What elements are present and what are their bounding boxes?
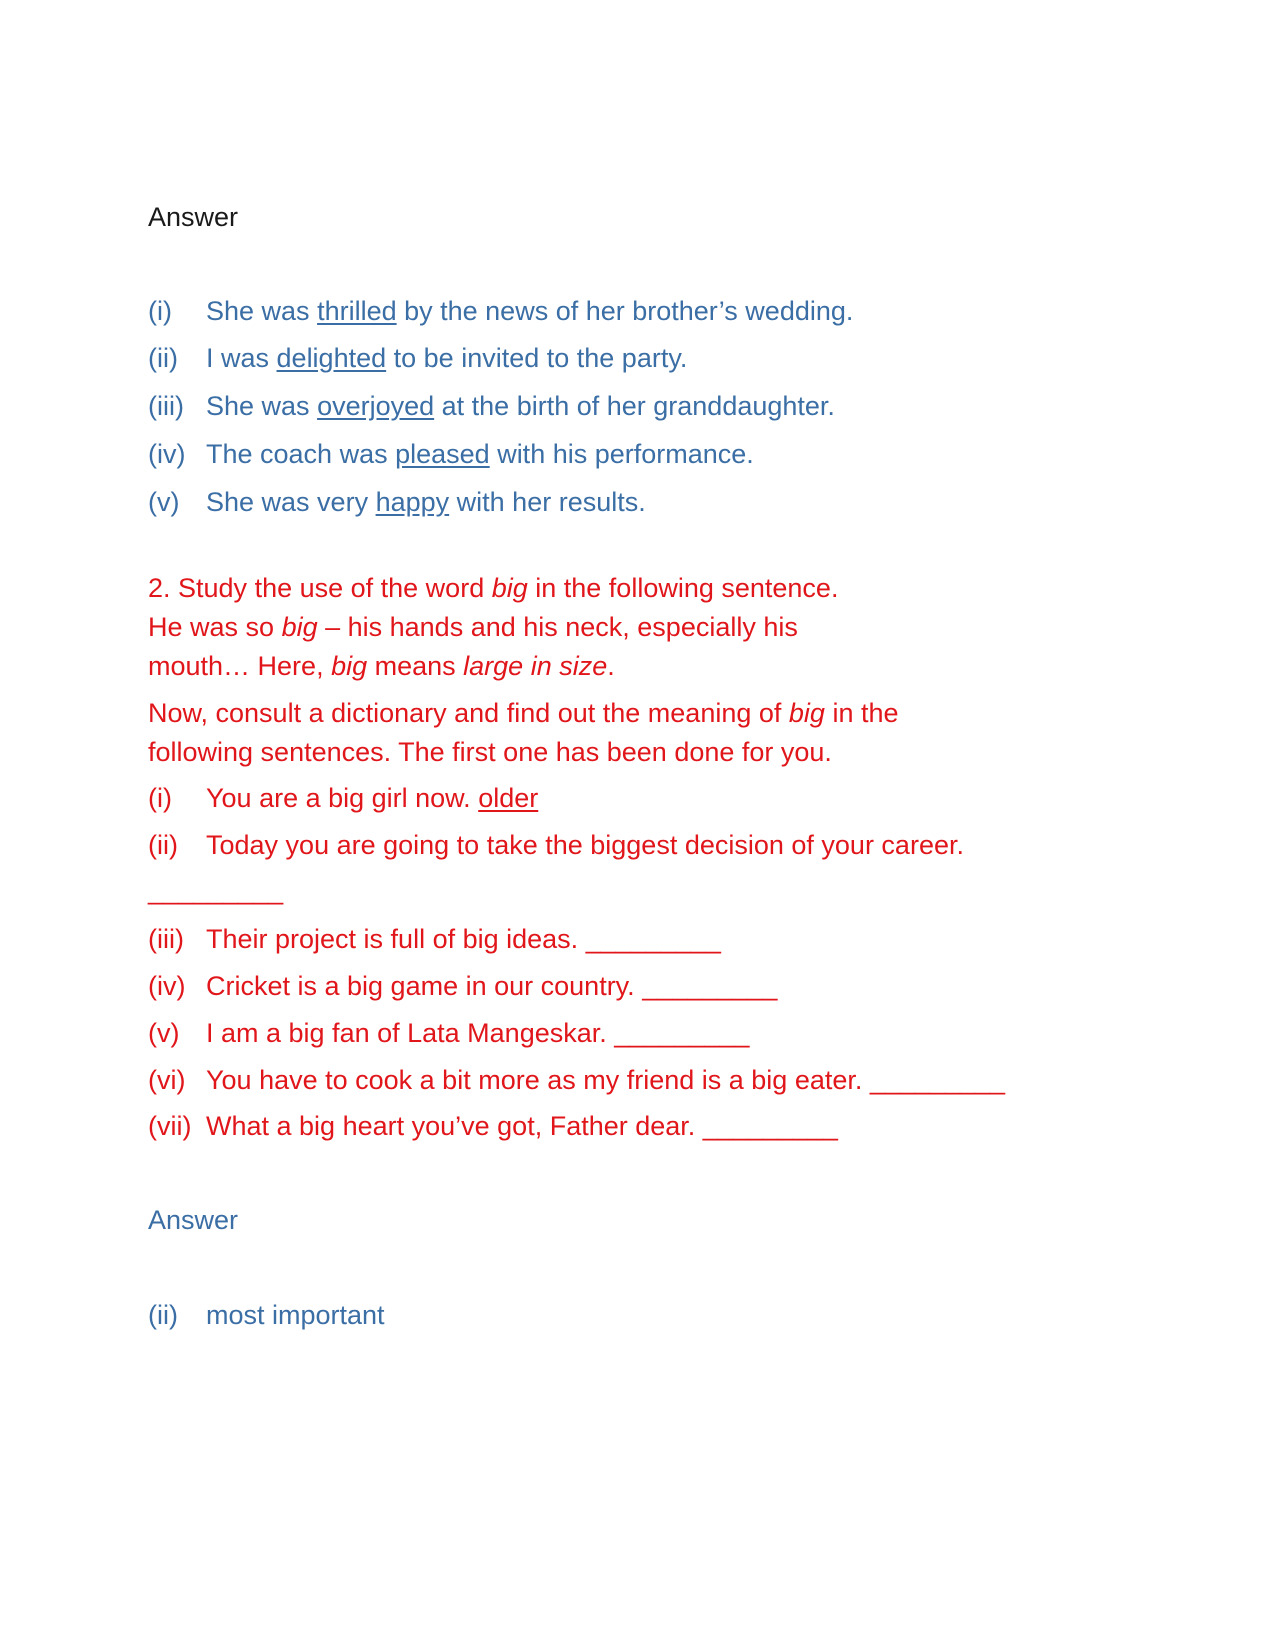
item-text: What a big heart you’ve got, Father dear. bbox=[206, 1111, 703, 1141]
item-text-post: with her results. bbox=[449, 487, 646, 517]
item-number: (vii) bbox=[148, 1111, 192, 1141]
italic-word: big bbox=[331, 651, 368, 681]
item-text-post: to be invited to the party. bbox=[386, 343, 688, 373]
item-text: Today you are going to take the biggest decision of your career. bbox=[206, 830, 964, 860]
text-segment: . bbox=[607, 651, 615, 681]
item-number: (iv) bbox=[148, 439, 186, 469]
text-segment: Now, consult a dictionary and find out the meaning of bbox=[148, 698, 789, 728]
item-text: You are a big girl now. bbox=[206, 783, 479, 813]
text-segment: mouth… Here, bbox=[148, 651, 332, 681]
italic-word: big bbox=[491, 573, 528, 603]
underlined-word: delighted bbox=[276, 343, 387, 373]
question2-item-2 bbox=[148, 828, 964, 862]
text-segment: in the bbox=[824, 698, 899, 728]
italic-word: big bbox=[788, 698, 825, 728]
underlined-word: thrilled bbox=[317, 296, 397, 326]
italic-meaning: large in size bbox=[463, 651, 608, 681]
answer2-item-1 bbox=[148, 1298, 385, 1332]
item-number: (i) bbox=[148, 296, 172, 326]
text-segment: He was so bbox=[148, 612, 282, 642]
answer-blank: _________ bbox=[869, 1065, 1006, 1095]
answer-blank: _________ bbox=[614, 1018, 750, 1048]
text-segment: – his hands and his neck, especially his bbox=[317, 612, 798, 642]
answer1-item-4 bbox=[148, 437, 754, 471]
item-text: I am a big fan of Lata Mangeskar. bbox=[206, 1018, 615, 1048]
item-text-pre: She was bbox=[206, 296, 318, 326]
answer1-item-5 bbox=[148, 485, 646, 519]
question2-item-5 bbox=[148, 1016, 749, 1050]
item-number: (v) bbox=[148, 1018, 180, 1048]
item-number: (vi) bbox=[148, 1065, 186, 1095]
question2-item-4 bbox=[148, 969, 777, 1003]
item-text-post: by the news of her brother’s wedding. bbox=[396, 296, 854, 326]
question2-line-2 bbox=[148, 610, 798, 644]
item-text-pre: The coach was bbox=[206, 439, 396, 469]
item-text-pre: She was very bbox=[206, 487, 376, 517]
item-text: Their project is full of big ideas. bbox=[206, 924, 586, 954]
underlined-word: overjoyed bbox=[317, 391, 435, 421]
question2-item-7 bbox=[148, 1109, 838, 1143]
answer-heading: Answer bbox=[148, 202, 239, 232]
item-number: (v) bbox=[148, 487, 180, 517]
item-text-pre: She was bbox=[206, 391, 318, 421]
item-number: (iii) bbox=[148, 924, 184, 954]
question2-item-2-blank: _________ bbox=[148, 875, 284, 905]
underlined-word: pleased bbox=[395, 439, 490, 469]
question2-line-1 bbox=[148, 571, 838, 605]
italic-word: big bbox=[281, 612, 318, 642]
question2-line-3 bbox=[148, 649, 615, 683]
question2-line-5: following sentences. The first one has been done for you. bbox=[148, 737, 832, 767]
item-number: (ii) bbox=[148, 1300, 178, 1330]
item-text: You have to cook a bit more as my friend is a big eater. bbox=[206, 1065, 870, 1095]
item-number: (iii) bbox=[148, 391, 184, 421]
text-segment: 2. Study the use of the word bbox=[148, 573, 492, 603]
text-segment: means bbox=[367, 651, 464, 681]
item-text: Cricket is a big game in our country. bbox=[206, 971, 643, 1001]
question2-line-4 bbox=[148, 696, 899, 730]
answer2-heading: Answer bbox=[148, 1205, 239, 1235]
item-text-post: at the birth of her granddaughter. bbox=[434, 391, 835, 421]
item-text-pre: I was bbox=[206, 343, 277, 373]
answer-blank: _________ bbox=[702, 1111, 838, 1141]
answer-blank: _________ bbox=[642, 971, 778, 1001]
text-segment: in the following sentence. bbox=[527, 573, 839, 603]
underlined-word: happy bbox=[375, 487, 450, 517]
item-number: (ii) bbox=[148, 343, 178, 373]
item-text: most important bbox=[206, 1300, 385, 1330]
answer1-item-3 bbox=[148, 389, 835, 423]
question2-item-1 bbox=[148, 781, 538, 815]
item-number: (ii) bbox=[148, 830, 178, 860]
answer1-item-1 bbox=[148, 294, 853, 328]
question2-item-3 bbox=[148, 922, 721, 956]
question2-item-6 bbox=[148, 1063, 1005, 1097]
item-number: (iv) bbox=[148, 971, 186, 1001]
item-number: (i) bbox=[148, 783, 172, 813]
answer1-item-2 bbox=[148, 341, 687, 375]
item-text-post: with his performance. bbox=[489, 439, 754, 469]
example-answer: older bbox=[478, 783, 539, 813]
answer-blank: _________ bbox=[585, 924, 721, 954]
